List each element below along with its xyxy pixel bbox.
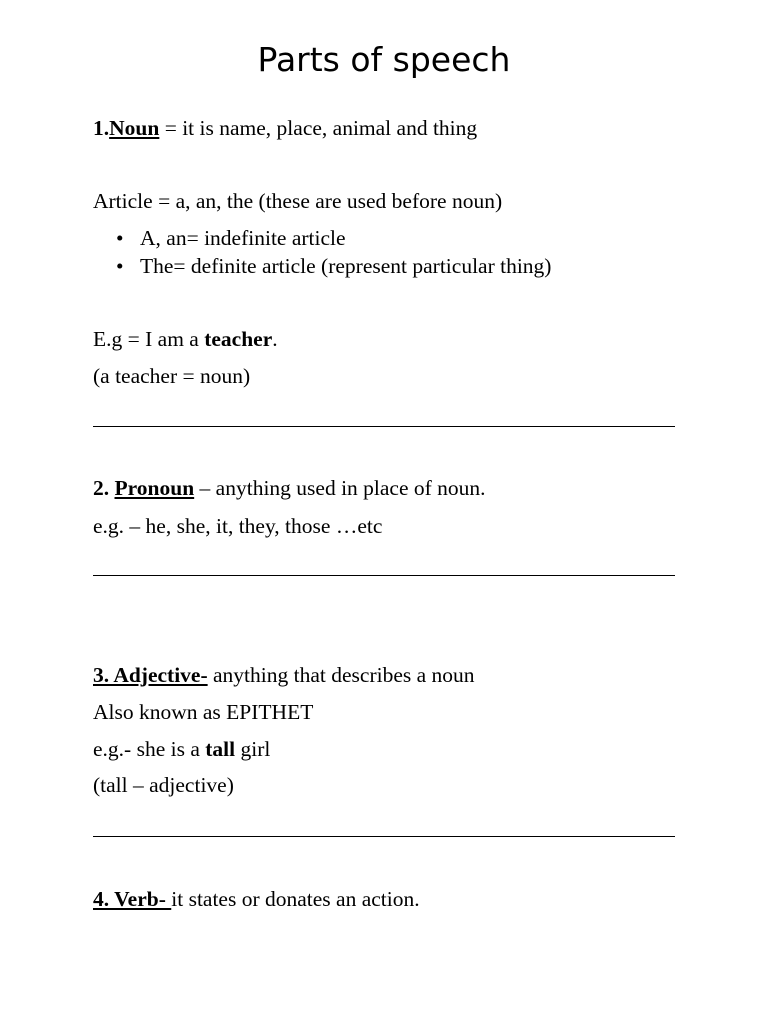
noun-heading [93,115,477,141]
adjective-example-bold: tall [205,737,236,761]
pronoun-number: 2. [93,476,115,500]
adjective-example-suffix: girl [235,737,271,761]
adjective-definition: anything that describes a noun [207,663,475,687]
noun-number: 1. [93,116,110,140]
page-title: Parts of speech [257,40,511,79]
bullet-dot: • [116,226,124,250]
section-divider [93,575,675,576]
article-line: Article = a, an, the (these are used before noun) [93,189,503,213]
bullet-item-definite: The= definite article (represent particular thing) [140,254,552,278]
pronoun-example: e.g. – he, she, it, they, those …etc [93,514,383,538]
noun-example-note: (a teacher = noun) [93,364,251,388]
noun-definition: = it is name, place, animal and thing [159,116,478,140]
noun-term: Noun [109,116,160,140]
pronoun-definition: – anything used in place of noun. [194,476,486,500]
adjective-term: 3. Adjective- [93,663,208,687]
verb-definition: it states or donates an action. [171,887,420,911]
section-divider [93,426,675,427]
bullet-item-indefinite: A, an= indefinite article [140,226,346,250]
adjective-aka: Also known as EPITHET [93,700,314,724]
verb-term: 4. Verb- [93,887,172,911]
pronoun-heading [93,475,486,501]
verb-heading [93,886,420,912]
adjective-example [93,736,270,762]
noun-example-prefix: E.g = I am a [93,327,205,351]
adjective-example-note: (tall – adjective) [93,773,234,797]
adjective-heading [93,662,475,688]
section-divider [93,836,675,837]
pronoun-term: Pronoun [114,476,195,500]
adjective-example-prefix: e.g.- she is a [93,737,206,761]
noun-example-suffix: . [272,327,278,351]
noun-example [93,326,278,352]
bullet-dot: • [116,254,124,278]
noun-example-bold: teacher [204,327,273,351]
